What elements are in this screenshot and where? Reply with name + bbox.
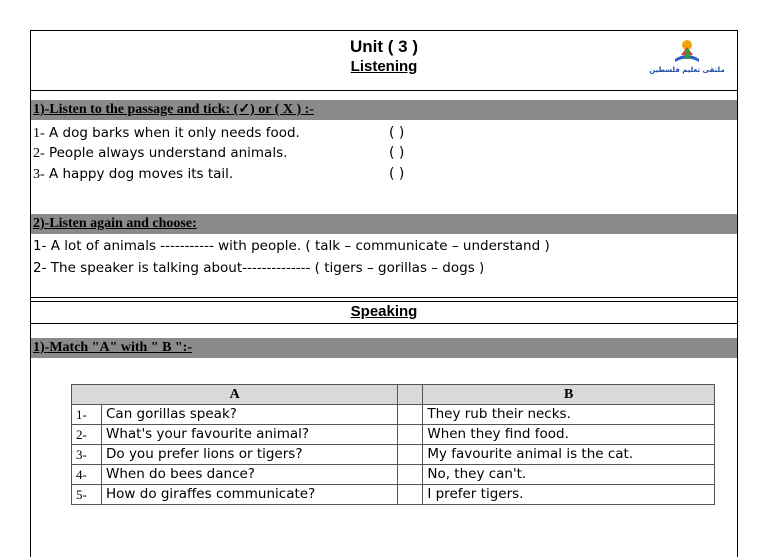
item-number: 1-: [33, 238, 47, 254]
answer-cell[interactable]: [398, 405, 423, 425]
column-b-cell: When they find food.: [423, 425, 715, 445]
answer-box[interactable]: ( ): [389, 125, 405, 141]
unit-title: Unit ( 3 ): [350, 37, 418, 56]
column-a-cell: Can gorillas speak?: [102, 405, 398, 425]
list-item: [33, 236, 550, 256]
speaking-divider: [31, 323, 737, 324]
item-number: 3-: [33, 167, 45, 182]
item-number: 1-: [33, 126, 45, 141]
list-item: [33, 143, 287, 164]
table-row: [72, 485, 715, 505]
row-number: 4-: [72, 465, 102, 485]
table-gap-header: [398, 385, 423, 405]
table-row: [72, 465, 715, 485]
table-header-row: [72, 385, 715, 405]
answer-box[interactable]: ( ): [389, 145, 405, 161]
speaking-q1-heading: 1)-Match "A" with " B ":-: [31, 338, 737, 358]
column-b-cell: No, they can't.: [423, 465, 715, 485]
column-a-header: A: [72, 385, 398, 405]
item-number: 2-: [33, 146, 45, 161]
section-divider: [31, 297, 737, 302]
answer-cell[interactable]: [398, 445, 423, 465]
speaking-title: Speaking: [350, 303, 418, 320]
worksheet-frame: [30, 30, 738, 557]
answer-cell[interactable]: [398, 485, 423, 505]
list-item: [33, 164, 233, 185]
list-item: [33, 258, 484, 278]
logo: [647, 37, 727, 77]
listening-q2-heading: 2)-Listen again and choose:: [31, 214, 737, 234]
column-b-cell: I prefer tigers.: [423, 485, 715, 505]
row-number: 2-: [72, 425, 102, 445]
column-a-cell: What's your favourite animal?: [102, 425, 398, 445]
column-b-cell: They rub their necks.: [423, 405, 715, 425]
item-text: A lot of animals ----------- with people. ( talk – communicate – understand ): [50, 238, 550, 254]
listening-title: Listening: [350, 58, 418, 75]
match-table: [71, 384, 715, 505]
title-divider: [31, 90, 737, 91]
column-b-header: B: [423, 385, 715, 405]
column-a-cell: When do bees dance?: [102, 465, 398, 485]
table-row: [72, 425, 715, 445]
title-block: [31, 37, 737, 76]
column-a-cell: How do giraffes communicate?: [102, 485, 398, 505]
item-text: A dog barks when it only needs food.: [48, 125, 300, 141]
list-item: [33, 123, 300, 144]
table-row: [72, 405, 715, 425]
answer-box[interactable]: ( ): [389, 166, 405, 182]
item-text: A happy dog moves its tail.: [48, 166, 234, 182]
answer-cell[interactable]: [398, 425, 423, 445]
table-row: [72, 445, 715, 465]
listening-q1-heading: 1)-Listen to the passage and tick: (✓) or ( X ) :-: [31, 100, 737, 120]
row-number: 1-: [72, 405, 102, 425]
item-number: 2-: [33, 260, 47, 276]
logo-text: ملتقى تعليم فلسطين: [649, 66, 725, 74]
item-text: People always understand animals.: [48, 145, 288, 161]
answer-cell[interactable]: [398, 465, 423, 485]
logo-graphic-icon: [647, 37, 727, 67]
column-a-cell: Do you prefer lions or tigers?: [102, 445, 398, 465]
item-text: The speaker is talking about-------------- ( tigers – gorillas – dogs ): [50, 260, 485, 276]
row-number: 3-: [72, 445, 102, 465]
row-number: 5-: [72, 485, 102, 505]
column-b-cell: My favourite animal is the cat.: [423, 445, 715, 465]
